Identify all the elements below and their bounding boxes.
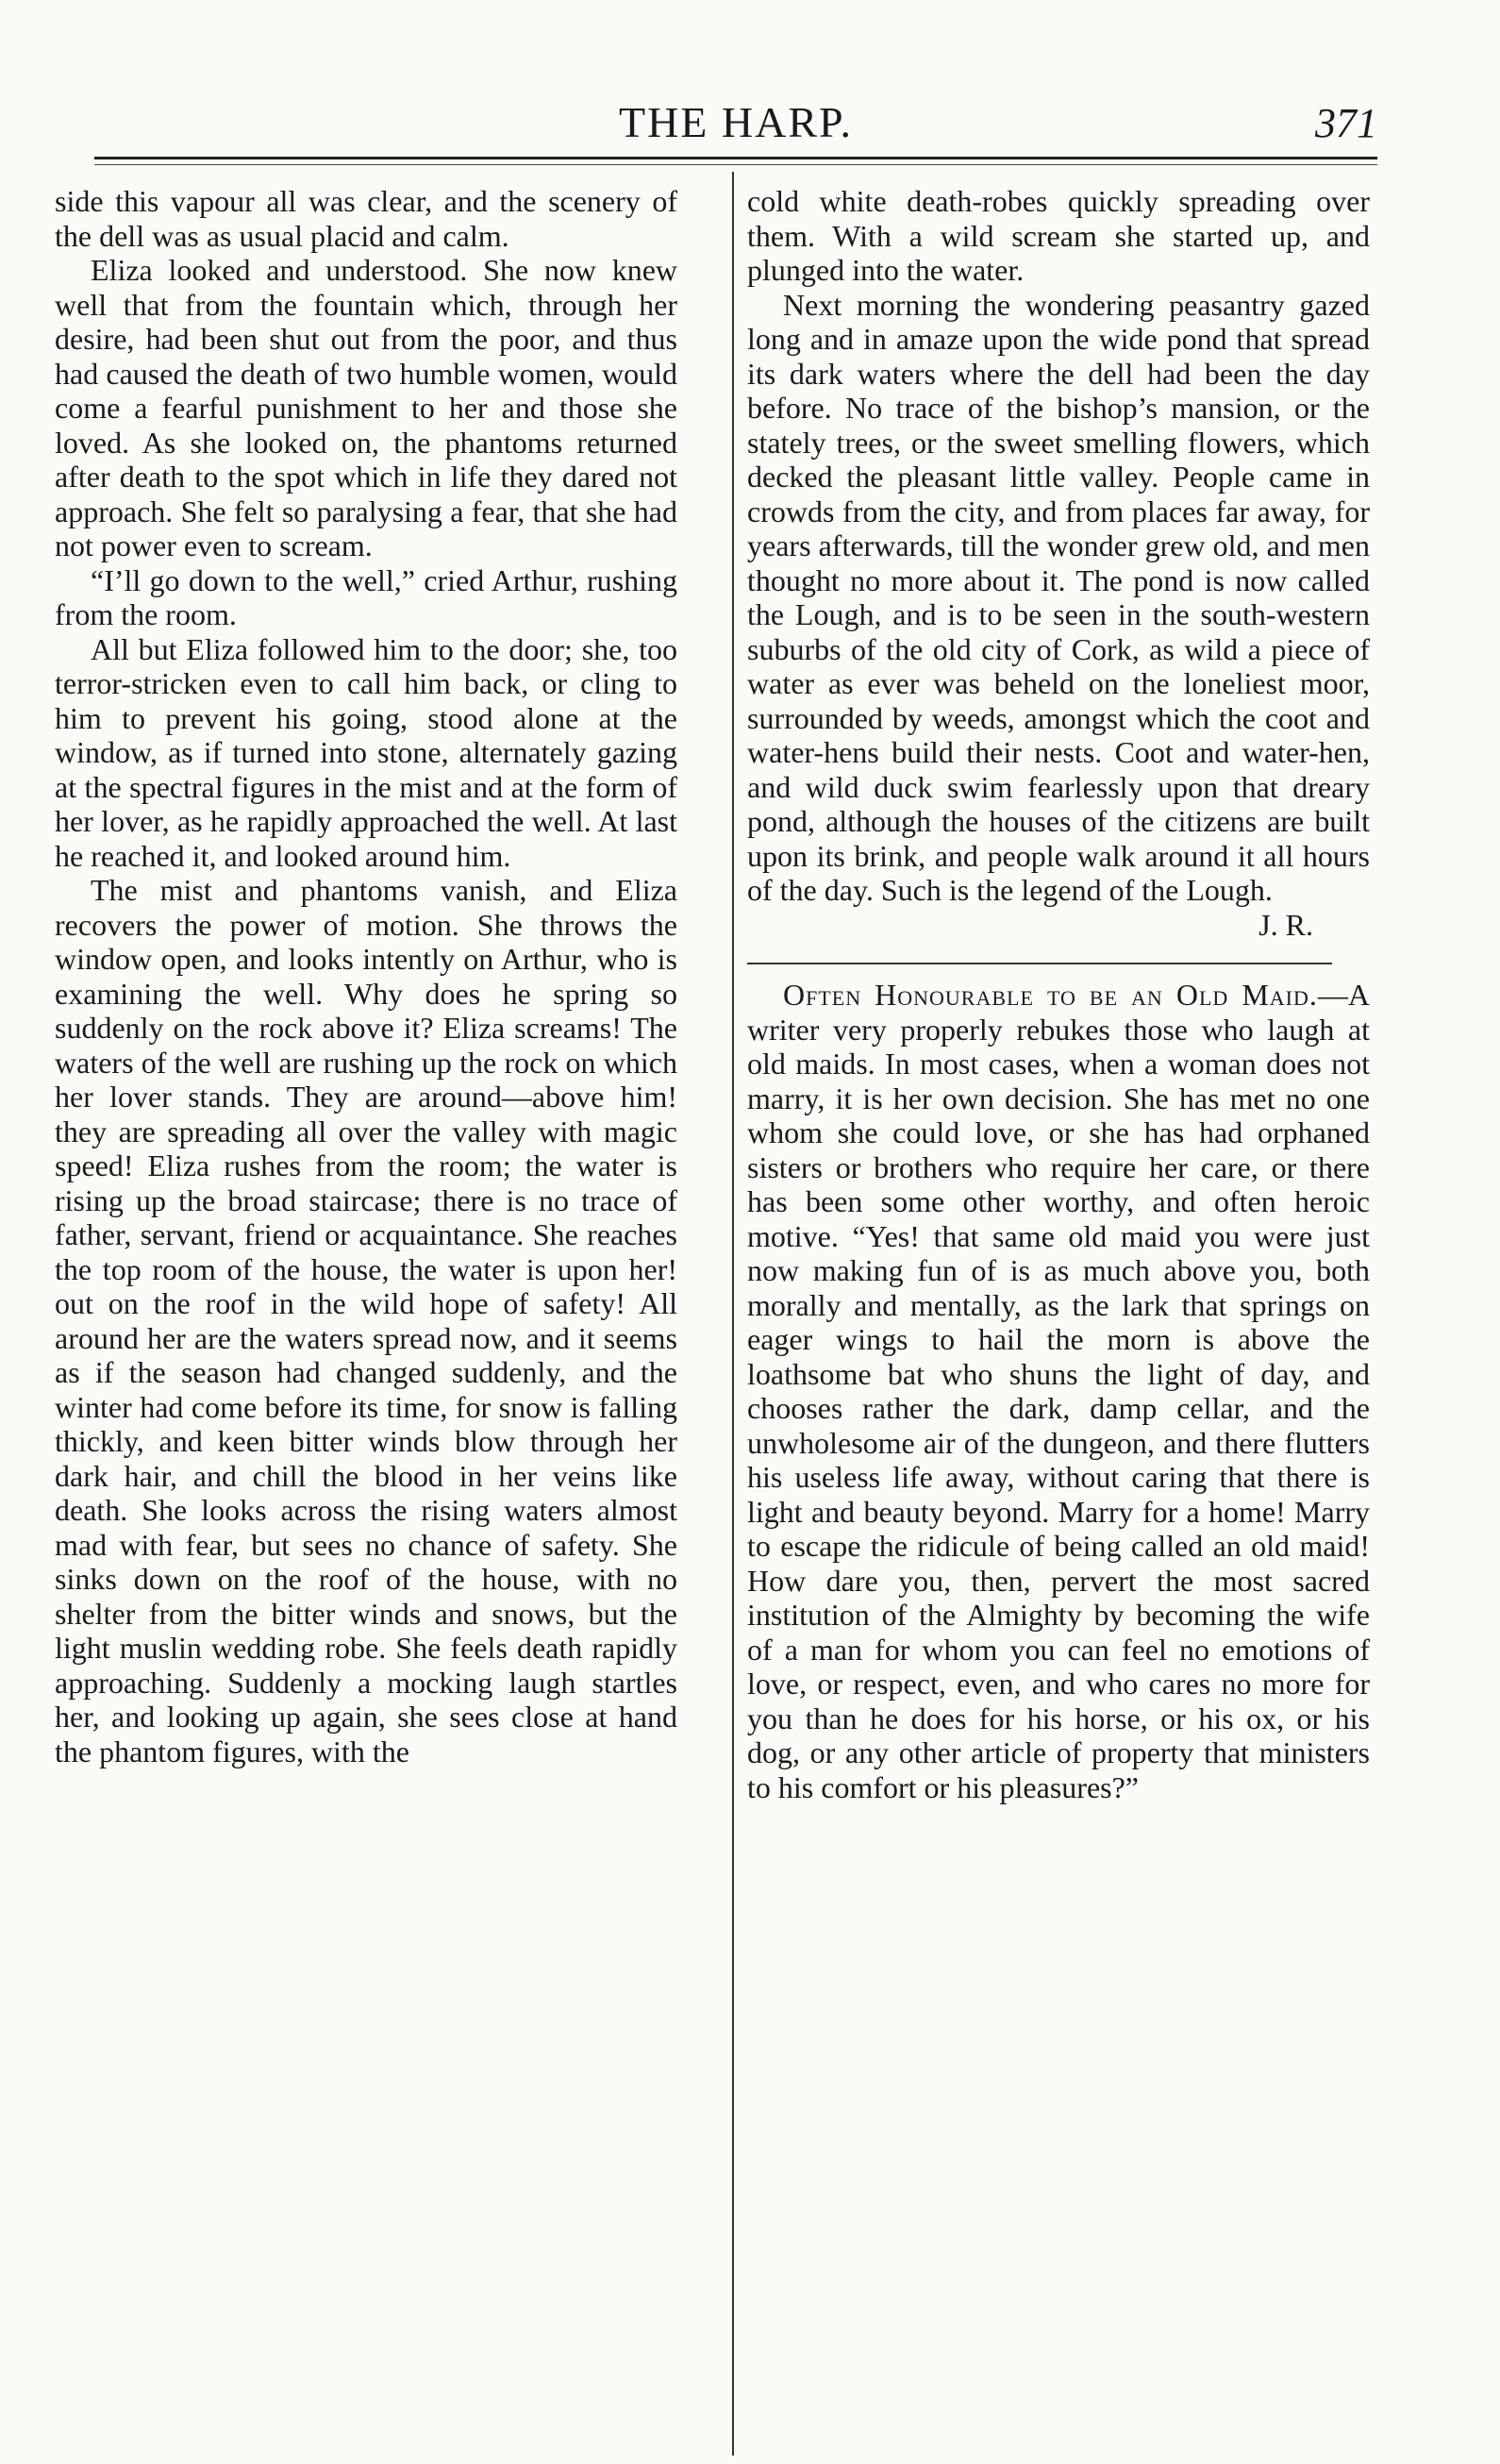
- left-column: [55, 184, 677, 1768]
- page-number: 371: [1315, 100, 1377, 146]
- running-title: THE HARP.: [618, 98, 854, 146]
- article-body: —A writer very properly rebukes those who laugh at old maids. In most cases, when a woman does not marry, it is her own decision. She has met no one whom she could love, or she has had orphaned sisters or brothers who require her care, or there has been some other worthy, and often heroic motive. “Yes! that same old maid you were just now making fun of is as much above you, both morally and mentally, as the lark that springs on eager wings to hail the morn is above the loathsome bat who shuns the light of day, and chooses rather the dark, damp cellar, and the unwholesome air of the dungeon, and there flutters his useless life away, without caring that there is light and beauty beyond. Marry for a home! Marry to escape the ridicule of being called an old maid! How dare you, then, pervert the most sacred institution of the Almighty by becoming the wife of a man for whom you can feel no emotions of love, or respect, even, and who cares no more for you than he does for his horse, or his ox, or his dog, or any other article of property that ministers to his comfort or his pleasures?”: [747, 978, 1370, 1804]
- paragraph: The mist and phantoms vanish, and Eliza recovers the power of motion. She throws the window open, and looks intently on Arthur, who is examining the well. Why does he spring so suddenly on the rock above it? Eliza screams! The waters of the well are rushing up the rock on which her lover stands. They are around—above him! they are spreading all over the valley with magic speed! Eliza rushes from the room; the water is rising up the broad staircase; there is no trace of father, servant, friend or acquaintance. She reaches the top room of the house, the water is upon her! out on the roof in the wild hope of safety! All around her are the waters spread now, and it seems as if the season had changed suddenly, and the winter had come before its time, for snow is falling thickly, and keen bitter winds blow through her dark hair, and chill the blood in her veins like death. She looks across the rising waters almost mad with fear, but sees no chance of safety. She sinks down on the roof of the house, with no shelter from the bitter winds and snows, but the light muslin wedding robe. She feels death rapidly approaching. Suddenly a mocking laugh startles her, and looking up again, she sees close at hand the phantom figures, with the: [55, 873, 677, 1768]
- header-rule-thick: [94, 157, 1377, 159]
- paragraph: Next morning the wondering peasantry gazed long and in amaze upon the wide pond that spread its dark waters where the dell had been the day before. No trace of the bishop’s mansion, or the stately trees, or the sweet smelling flowers, which decked the pleasant little valley. People came in crowds from the city, and from places far away, for years afterwards, till the wonder grew old, and men thought no more about it. The pond is now called the Lough, and is to be seen in the south-western suburbs of the old city of Cork, as wild a piece of water as ever was beheld on the loneliest moor, surrounded by weeds, amongst which the coot and water-hens build their nests. Coot and water-hen, and wild duck swim fearlessly upon that dreary pond, although the houses of the citizens are built upon its brink, and people walk around it all hours of the day. Such is the legend of the Lough.: [747, 287, 1370, 907]
- page-header: [94, 90, 1377, 156]
- paragraph: Eliza looked and understood. She now knew well that from the fountain which, through her desire, had been shut out from the poor, and thus had caused the death of two humble women, would come a fearful punishment to her and those she loved. As she looked on, the phantoms returned after death to the spot which in life they dared not approach. She felt so paralysing a fear, that she had not power even to scream.: [55, 253, 677, 562]
- author-signature: J. R.: [1258, 907, 1313, 942]
- paragraph: cold white death-robes quickly spreading over them. With a wild scream she started up, and plunged into the water.: [747, 184, 1370, 287]
- right-column: [747, 184, 1370, 1804]
- article-heading: Often Honourable to be an Old Maid.: [783, 978, 1318, 1012]
- article-divider: [747, 963, 1332, 964]
- paragraph: “I’ll go down to the well,” cried Arthur, rushing from the room.: [55, 562, 677, 631]
- signature-line: [747, 908, 1370, 943]
- header-rule-thin: [94, 164, 1377, 165]
- paragraph: side this vapour all was clear, and the scenery of the dell was as usual placid and calm.: [55, 184, 677, 253]
- paragraph: All but Eliza followed him to the door; she, too terror-stricken even to call him back, or cling to him to prevent his going, stood alone at the window, as if turned into stone, alternately gazing at the spectral figures in the mist and at the form of her lover, as he rapidly approached the well. At last he reached it, and looked around him.: [55, 631, 677, 873]
- column-divider: [732, 172, 734, 2456]
- article-paragraph: [747, 978, 1370, 1804]
